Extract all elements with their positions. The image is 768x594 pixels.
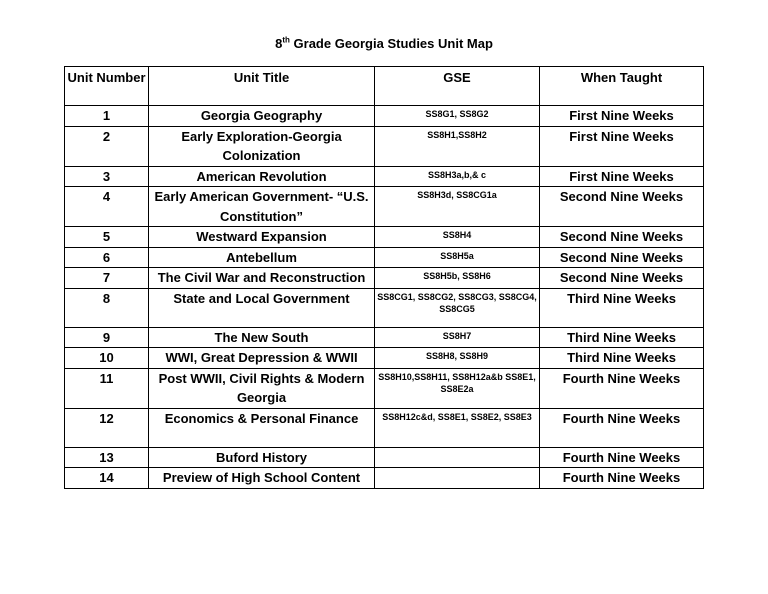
unit-title: WWI, Great Depression & WWII (149, 348, 375, 369)
unit-title: Georgia Geography (149, 106, 375, 127)
unit-when-taught: Second Nine Weeks (540, 247, 704, 268)
unit-number: 11 (65, 368, 149, 408)
unit-when-taught: Fourth Nine Weeks (540, 468, 704, 489)
unit-gse: SS8H12c&d, SS8E1, SS8E2, SS8E3 (375, 408, 540, 447)
unit-title: Economics & Personal Finance (149, 408, 375, 447)
unit-when-taught: Second Nine Weeks (540, 227, 704, 248)
unit-title: Early American Government- “U.S. Constitution” (149, 187, 375, 227)
table-row (65, 408, 704, 447)
table-row (65, 368, 704, 408)
unit-number: 5 (65, 227, 149, 248)
unit-number: 10 (65, 348, 149, 369)
table-row (65, 447, 704, 468)
header-row (65, 67, 704, 106)
unit-title: Antebellum (149, 247, 375, 268)
unit-when-taught: Third Nine Weeks (540, 348, 704, 369)
unit-number: 3 (65, 166, 149, 187)
unit-number: 14 (65, 468, 149, 489)
header-gse: GSE (375, 67, 540, 106)
unit-when-taught: Fourth Nine Weeks (540, 408, 704, 447)
unit-gse: SS8H5a (375, 247, 540, 268)
unit-title: Buford History (149, 447, 375, 468)
unit-title: Westward Expansion (149, 227, 375, 248)
unit-when-taught: Second Nine Weeks (540, 268, 704, 289)
title-rest: Grade Georgia Studies Unit Map (289, 36, 493, 51)
unit-when-taught: First Nine Weeks (540, 166, 704, 187)
unit-gse: SS8CG1, SS8CG2, SS8CG3, SS8CG4, SS8CG5 (375, 288, 540, 327)
unit-when-taught: First Nine Weeks (540, 126, 704, 166)
table-row (65, 468, 704, 489)
unit-title: State and Local Government (149, 288, 375, 327)
unit-gse: SS8H5b, SS8H6 (375, 268, 540, 289)
unit-gse: SS8H3d, SS8CG1a (375, 187, 540, 227)
table-row (65, 288, 704, 327)
header-when-taught: When Taught (540, 67, 704, 106)
unit-gse: SS8H4 (375, 227, 540, 248)
unit-when-taught: Third Nine Weeks (540, 327, 704, 348)
unit-gse: SS8H1,SS8H2 (375, 126, 540, 166)
unit-number: 2 (65, 126, 149, 166)
unit-number: 4 (65, 187, 149, 227)
unit-map-table (64, 66, 704, 489)
header-unit-number: Unit Number (65, 67, 149, 106)
unit-gse: SS8H7 (375, 327, 540, 348)
page-title (0, 36, 768, 51)
unit-title: American Revolution (149, 166, 375, 187)
table-row (65, 106, 704, 127)
table-row (65, 268, 704, 289)
unit-number: 1 (65, 106, 149, 127)
unit-gse: SS8G1, SS8G2 (375, 106, 540, 127)
table-row (65, 247, 704, 268)
unit-when-taught: Second Nine Weeks (540, 187, 704, 227)
table-row (65, 187, 704, 227)
unit-number: 13 (65, 447, 149, 468)
unit-gse (375, 468, 540, 489)
unit-when-taught: Fourth Nine Weeks (540, 447, 704, 468)
table-row (65, 166, 704, 187)
table-row (65, 227, 704, 248)
unit-number: 9 (65, 327, 149, 348)
table-row (65, 327, 704, 348)
unit-gse: SS8H3a,b,& c (375, 166, 540, 187)
unit-when-taught: First Nine Weeks (540, 106, 704, 127)
table-row (65, 126, 704, 166)
unit-number: 12 (65, 408, 149, 447)
unit-title: Early Exploration-Georgia Colonization (149, 126, 375, 166)
unit-gse (375, 447, 540, 468)
unit-number: 7 (65, 268, 149, 289)
table-row (65, 348, 704, 369)
header-unit-title: Unit Title (149, 67, 375, 106)
unit-number: 6 (65, 247, 149, 268)
title-superscript: th (282, 35, 290, 45)
unit-title: Post WWII, Civil Rights & Modern Georgia (149, 368, 375, 408)
unit-when-taught: Third Nine Weeks (540, 288, 704, 327)
unit-gse: SS8H10,SS8H11, SS8H12a&b SS8E1, SS8E2a (375, 368, 540, 408)
unit-when-taught: Fourth Nine Weeks (540, 368, 704, 408)
unit-title: The New South (149, 327, 375, 348)
unit-number: 8 (65, 288, 149, 327)
unit-gse: SS8H8, SS8H9 (375, 348, 540, 369)
unit-title: Preview of High School Content (149, 468, 375, 489)
title-prefix: 8 (275, 36, 283, 51)
unit-title: The Civil War and Reconstruction (149, 268, 375, 289)
